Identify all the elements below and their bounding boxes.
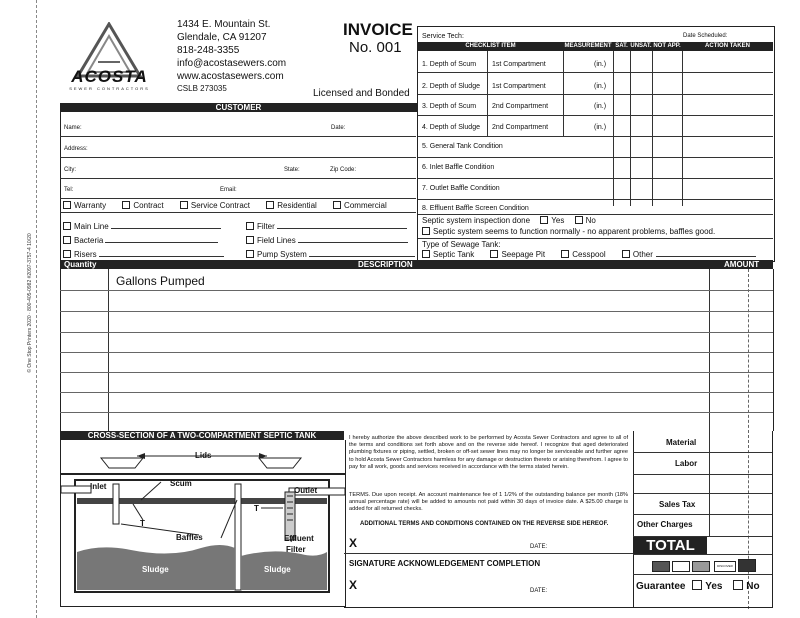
gallons-pumped-line: Gallons Pumped (116, 274, 205, 288)
checklist-sub-label: 1st Compartment (492, 83, 546, 90)
normal-function-checkbox[interactable] (422, 227, 715, 236)
residential-checkbox[interactable] (266, 201, 317, 210)
filter-checkbox[interactable] (246, 222, 407, 231)
divider (633, 574, 772, 575)
lids-label: Lids (195, 451, 212, 460)
option-label: Other (632, 250, 653, 259)
date-scheduled-label: Date Scheduled: (683, 33, 728, 39)
checklist-item-label: 6. Inlet Baffle Condition (422, 164, 495, 171)
card-icon (692, 561, 710, 572)
checklist-item-label: 3. Depth of Scum (422, 103, 477, 110)
guarantee-no-checkbox[interactable] (733, 581, 759, 592)
col-not-app: NOT APP. (653, 43, 681, 49)
checklist-unit: (in.) (594, 83, 607, 90)
row-line (60, 157, 416, 158)
company-phone: 818-248-3355 (177, 45, 240, 56)
type-label: Commercial (344, 201, 387, 210)
logo-tagline: SEWER CONTRACTORS (69, 86, 150, 91)
payment-terms-text: TERMS. Due upon receipt. An account maintenance fee of 1 1/2% of the outstanding balance per month (18% annual percentage rate) will be added to amounts not paid within 30 days of invoice date. A $25.00 charge is added for all returned checks. (349, 492, 628, 513)
company-address-line1: 1434 E. Mountain St. (177, 19, 271, 30)
signature-date-2[interactable]: DATE: (530, 588, 548, 594)
type-label: Contract (133, 201, 164, 210)
tank-cross-section-icon (61, 440, 345, 606)
option-label: Cesspool (572, 250, 606, 259)
inspection-line (422, 216, 596, 225)
payment-cards (652, 558, 772, 572)
table-row[interactable] (60, 392, 773, 393)
table-row[interactable] (60, 412, 773, 413)
company-address-line2: Glendale, CA 91207 (177, 32, 267, 43)
checklist-item-label: 8. Effluent Baffle Screen Condition (422, 205, 529, 212)
checklist-row[interactable] (418, 95, 773, 116)
divider (344, 553, 633, 554)
table-row[interactable] (60, 332, 773, 333)
row-line (60, 178, 416, 179)
authorization-text: I hereby authorize the above described work to be performed by Acosta Sewer Contractors and agree to all of the terms and conditions set forth above and on the reverse side hereof. I recognize that aged deteriorated plumbing fixtures or piping, settled, broken or off-set sewer lines may no longer be serviceable and further agree to hold Acosta Sewer Contractors harmless for any damage or destruction thereto or arising therefrom. I agree to pay for all work, goods and services received in accordance with the terms stated herein. (349, 435, 628, 470)
email-field[interactable]: Email: (220, 187, 237, 193)
city-field[interactable]: City: (64, 167, 76, 173)
zip-field[interactable]: Zip Code: (330, 167, 357, 173)
no-label: No (746, 581, 760, 592)
divider (633, 554, 772, 555)
card-icon (652, 561, 670, 572)
outlet-label: Outlet (294, 486, 318, 495)
other-charges-label: Other Charges (637, 520, 693, 529)
checklist-unit: (in.) (594, 103, 607, 110)
row-line (60, 212, 416, 213)
other-checkbox[interactable] (622, 250, 756, 259)
type-label: Service Contract (190, 201, 250, 210)
pump-system-checkbox[interactable] (246, 250, 415, 259)
divider (633, 514, 772, 515)
normal-function-label: Septic system seems to function normally - no apparent problems, baffles good. (433, 227, 716, 236)
discover-card-icon: DISCOVER (714, 561, 736, 572)
service-label: Filter (257, 222, 275, 231)
bacteria-checkbox[interactable] (63, 236, 218, 245)
field-lines-checkbox[interactable] (246, 236, 408, 245)
col-description: DESCRIPTION (358, 260, 413, 269)
table-frame (60, 269, 774, 431)
table-row[interactable] (60, 352, 773, 353)
card-icon (672, 561, 690, 572)
t-label: T (140, 519, 145, 528)
logo-name: ACOSTA (71, 67, 148, 86)
col-sat: SAT. (613, 42, 630, 51)
sludge-label-2: Sludge (264, 565, 291, 574)
company-license: CSLB 273035 (177, 84, 227, 93)
service-label: Pump System (257, 250, 307, 259)
company-website: www.acostasewers.com (177, 71, 284, 82)
septic-tank-diagram (60, 440, 346, 607)
tel-field[interactable]: Tel: (64, 187, 74, 193)
inspection-yes-checkbox[interactable] (540, 216, 564, 225)
col-unsat: UNSAT. (630, 43, 652, 49)
service-label: Main Line (74, 222, 109, 231)
scum-label: Scum (170, 479, 192, 488)
signature-x-1[interactable]: X (349, 536, 358, 550)
checklist-unit: (in.) (594, 61, 607, 68)
signature-x-2[interactable]: X (349, 578, 358, 592)
customer-type-row (63, 201, 387, 210)
address-field[interactable]: Address: (64, 146, 88, 152)
labor-label: Labor (675, 459, 698, 468)
company-email: info@acostasewers.com (177, 58, 287, 69)
t-label: T (254, 504, 259, 513)
guarantee-yes-checkbox[interactable] (692, 581, 722, 592)
checklist-item-label: 7. Outlet Baffle Condition (422, 185, 500, 192)
state-field[interactable]: State: (284, 167, 300, 173)
name-field[interactable]: Name: (64, 125, 82, 131)
date-field[interactable]: Date: (331, 125, 346, 131)
licensed-bonded: Licensed and Bonded (313, 88, 410, 99)
amount-divider (709, 431, 710, 537)
checklist-row[interactable] (418, 73, 773, 95)
service-label: Risers (74, 250, 97, 259)
col-action-taken: ACTION TAKEN (682, 42, 773, 51)
col-measurement: MEASUREMENT (564, 43, 612, 49)
checklist-unit: (in.) (594, 124, 607, 131)
inspection-no-checkbox[interactable] (575, 216, 596, 225)
checklist-sub-label: 2nd Compartment (492, 124, 549, 131)
printer-credit: © One Stop Printers 2020 · 800-405-0982 #2097-3757-4 10/20 (27, 233, 33, 373)
divider (633, 493, 772, 494)
contract-checkbox[interactable] (122, 201, 163, 210)
signature-acknowledgement: SIGNATURE ACKNOWLEDGEMENT COMPLETION (349, 559, 541, 568)
divider (633, 474, 772, 475)
service-label: Field Lines (257, 236, 296, 245)
invoice-number: No. 001 (349, 39, 402, 56)
amount-divider (709, 269, 710, 431)
yes-label: Yes (705, 581, 723, 592)
option-label: Seepage Pit (501, 250, 546, 259)
invoice-title: INVOICE (343, 20, 413, 39)
divider (633, 452, 772, 453)
checklist-item-label: 1. Depth of Scum (422, 61, 477, 68)
col-quantity: Quantity (64, 260, 97, 269)
sales-tax-label: Sales Tax (659, 500, 696, 509)
commercial-checkbox[interactable] (333, 201, 387, 210)
col-checklist-item: CHECKLIST ITEM (418, 42, 563, 51)
checklist-item-label: 5. General Tank Condition (422, 143, 503, 150)
baffles-label: Baffles (176, 533, 203, 542)
sewage-type-label: Type of Sewage Tank: (422, 240, 501, 249)
checklist-row[interactable] (418, 200, 773, 215)
signature-date-1[interactable]: DATE: (530, 544, 548, 550)
divider (418, 238, 773, 239)
additional-terms-text: ADDITIONAL TERMS AND CONDITIONS CONTAINED ON THE REVERSE SIDE HEREOF. (360, 521, 609, 527)
row-line (60, 198, 416, 199)
guarantee-label: Guarantee (636, 581, 686, 592)
sludge-label-1: Sludge (142, 565, 169, 574)
filter-label: Filter (286, 545, 306, 554)
seepage-pit-checkbox[interactable] (490, 250, 545, 259)
col-amount: AMOUNT (724, 260, 760, 269)
type-label: Residential (277, 201, 317, 210)
diagram-header: CROSS-SECTION OF A TWO-COMPARTMENT SEPTIC TANK (60, 431, 344, 440)
checklist-row[interactable] (418, 179, 773, 200)
checklist-sub-label: 2nd Compartment (492, 103, 549, 110)
checklist-item-label: 4. Depth of Sludge (422, 124, 480, 131)
cesspool-checkbox[interactable] (561, 250, 605, 259)
table-row[interactable] (60, 311, 773, 312)
table-row[interactable] (60, 290, 773, 291)
option-label: Septic Tank (433, 250, 475, 259)
no-label: No (585, 216, 596, 225)
inlet-label: Inlet (90, 482, 107, 491)
checklist-row[interactable] (418, 51, 773, 73)
checklist-row[interactable] (418, 137, 773, 158)
risers-checkbox[interactable] (63, 250, 224, 259)
checklist-row[interactable] (418, 116, 773, 137)
septic-tank-checkbox[interactable] (422, 250, 474, 259)
yes-label: Yes (551, 216, 565, 225)
sewage-type-options (422, 250, 756, 259)
checklist-row[interactable] (418, 158, 773, 179)
perforation-line (36, 0, 37, 618)
table-row[interactable] (60, 372, 773, 373)
checklist-item-label: 2. Depth of Sludge (422, 83, 480, 90)
type-label: Warranty (74, 201, 107, 210)
total-label: TOTAL (634, 537, 707, 554)
quantity-divider (108, 269, 109, 431)
table-header-bar (60, 260, 773, 269)
customer-header: CUSTOMER (60, 103, 417, 112)
main-line-checkbox[interactable] (63, 222, 221, 231)
service-contract-checkbox[interactable] (180, 201, 250, 210)
inspection-label: Septic system inspection done (422, 216, 531, 225)
row-line (60, 136, 416, 137)
warranty-checkbox[interactable] (63, 201, 106, 210)
service-tech-label: Service Tech: (422, 33, 464, 40)
material-label: Material (666, 438, 697, 447)
effluent-label: Effluent (284, 534, 314, 543)
guarantee-row (636, 580, 760, 592)
service-label: Bacteria (74, 236, 104, 245)
checklist-sub-label: 1st Compartment (492, 61, 546, 68)
card-icon (738, 559, 756, 572)
